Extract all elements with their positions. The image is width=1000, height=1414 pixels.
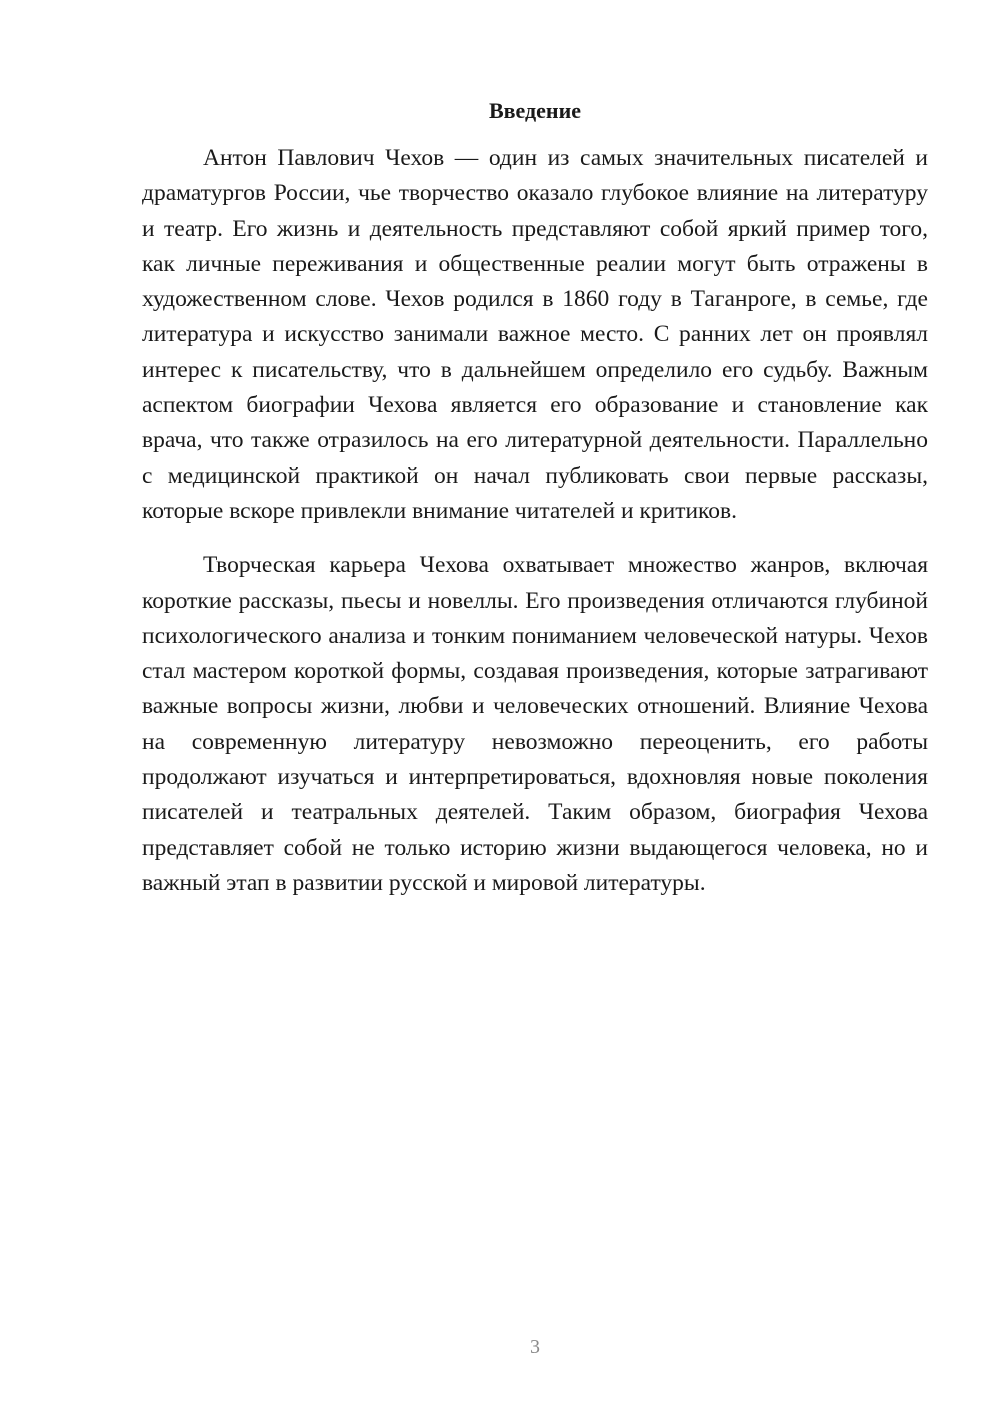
paragraph-2: Творческая карьера Чехова охватывает множество жанров, включая короткие рассказы, пьесы и новеллы. Его произведения отличаются глубиной психологического анализа и тонким пониманием человеческой натуры. Чехов стал мастером короткой формы, создавая произведения, которые затрагивают важные вопросы жизни, любви и человеческих отношений. Влияние Чехова на современную литературу невозможно переоценить, его работы продолжают изучаться и интерпретироваться, вдохновляя новые поколения писателей и театральных деятелей. Таким образом, биография Чехова представляет собой не только историю жизни выдающегося человека, но и важный этап в развитии русской и мировой литературы. (142, 552, 928, 896)
paragraph-1: Антон Павлович Чехов — один из самых значительных писателей и драматургов России, чье творчество оказало глубокое влияние на литературу и театр. Его жизнь и деятельность представляют собой яркий пример того, как личные переживания и общественные реалии могут быть отражены в художественном слове. Чехов родился в 1860 году в Таганроге, в семье, где литература и искусство занимали важное место. С ранних лет он проявлял интерес к писательству, что в дальнейшем определило его судьбу. Важным аспектом биографии Чехова является его образование и становление как врача, что также отразилось на его литературной деятельности. Параллельно с медицинской практикой он начал публиковать свои первые рассказы, которые вскоре привлекли внимание читателей и критиков. (142, 145, 928, 524)
page-number: 3 (530, 1336, 540, 1358)
section-heading: Введение (488, 98, 582, 123)
body-text (142, 141, 928, 901)
